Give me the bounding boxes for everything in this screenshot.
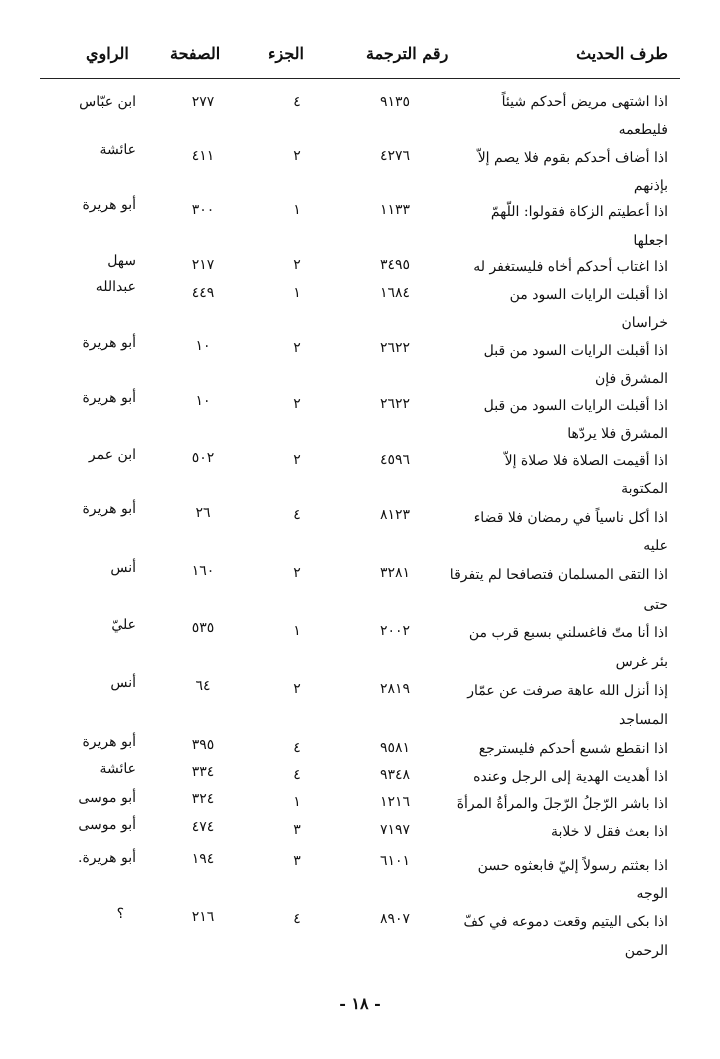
- row-volume: ٣: [293, 853, 301, 869]
- row-volume: ١: [293, 202, 301, 218]
- row-volume: ٤: [293, 911, 301, 927]
- row-page: ٢١٧: [191, 257, 215, 273]
- row-volume: ٢: [293, 565, 301, 581]
- row-title-continued: المكتوبة: [621, 481, 668, 497]
- row-number: ٤٢٧٦: [379, 148, 411, 164]
- row-volume: ٢: [293, 396, 301, 412]
- row-title-continued: الوجه: [636, 886, 668, 902]
- row-title: اذا انقطع شسع أحدكم فليسترجع: [478, 741, 668, 757]
- row-title: اذا أعطيتم الزكاة فقولوا: اللّهمّ: [490, 204, 668, 220]
- row-number: ٩١٣٥: [379, 94, 411, 110]
- row-volume: ٢: [293, 148, 301, 164]
- row-title: اذا أكل ناسياً في رمضان فلا قضاء: [473, 510, 668, 526]
- row-volume: ٤: [293, 507, 301, 523]
- row-title: اذا أهديت الهدية إلى الرجل وعنده: [473, 769, 668, 785]
- row-page: ٣٢٤: [191, 791, 215, 807]
- row-page: ٢١٦: [191, 909, 215, 925]
- row-title: اذا أقيمت الصلاة فلا صلاة إلاّ: [504, 453, 668, 469]
- row-page: ٣٠٠: [191, 202, 215, 218]
- row-page: ٤٧٤: [191, 819, 215, 835]
- header-narrator: الراوي: [86, 44, 129, 63]
- row-page: ٢٧٧: [191, 94, 215, 110]
- row-page: ٥٣٥: [191, 620, 215, 636]
- row-page: ١٠: [195, 393, 211, 409]
- row-number: ٧١٩٧: [379, 822, 411, 838]
- row-volume: ٢: [293, 681, 301, 697]
- row-narrator: أبو موسى: [78, 817, 136, 833]
- row-title: اذا بعثتم رسولاً إليّ فابعثوه حسن: [477, 858, 668, 874]
- row-narrator: عبدالله: [95, 279, 136, 295]
- row-volume: ٤: [293, 740, 301, 756]
- row-narrator: أبو موسى: [78, 790, 136, 806]
- row-title-continued: المشرق فلا يردّها: [567, 426, 668, 442]
- row-number: ٢٦٢٢: [379, 396, 411, 412]
- row-title-continued: خراسان: [621, 315, 668, 331]
- row-number: ٢٠٠٢: [379, 623, 411, 639]
- header-rule: [40, 78, 680, 79]
- row-title: اذا أقبلت الرايات السود من: [509, 287, 668, 303]
- row-number: ٨١٢٣: [379, 507, 411, 523]
- row-number: ٣٤٩٥: [379, 257, 411, 273]
- row-title: اذا بكى اليتيم وقعت دموعه في كفّ: [463, 914, 668, 930]
- row-number: ٨٩٠٧: [379, 911, 411, 927]
- row-narrator: ابن عبّاس: [79, 94, 136, 110]
- row-narrator: ؟: [116, 906, 124, 922]
- row-title: اذا أنا متّ فاغسلني بسبع قرب من: [468, 625, 668, 641]
- row-volume: ١: [293, 623, 301, 639]
- row-volume: ٢: [293, 257, 301, 273]
- row-title-continued: بئر غرس: [615, 654, 668, 670]
- row-page: ٦٤: [195, 678, 211, 694]
- row-page: ٥٠٢: [191, 450, 215, 466]
- row-title-continued: حتى: [643, 597, 668, 613]
- row-page: ٣٩٥: [191, 737, 215, 753]
- row-title: اذا التقى المسلمان فتصافحا لم يتفرقا: [449, 567, 668, 583]
- row-volume: ١: [293, 285, 301, 301]
- row-narrator: أبو هريرة: [82, 501, 136, 517]
- row-volume: ٣: [293, 822, 301, 838]
- row-page: ٤١١: [191, 148, 215, 164]
- row-title-continued: فليطعمه: [618, 122, 668, 138]
- row-title: اذا أقبلت الرايات السود من قبل: [483, 343, 668, 359]
- row-number: ٦١٠١: [379, 853, 411, 869]
- row-page: ١٩٤: [191, 851, 215, 867]
- row-page: ٤٤٩: [191, 285, 215, 301]
- row-title: اذا اغتاب أحدكم أخاه فليستغفر له: [473, 259, 668, 275]
- row-narrator: سهل: [107, 253, 136, 269]
- row-title-continued: اجعلها: [633, 233, 668, 249]
- row-title-continued: عليه: [643, 538, 668, 554]
- row-title: اذا اشتهى مريض أحدكم شيئاً: [501, 94, 668, 110]
- row-title: اذا أضاف أحدكم بقوم فلا يصم إلاّ: [477, 150, 668, 166]
- row-page: ٣٣٤: [191, 764, 215, 780]
- row-number: ٢٦٢٢: [379, 340, 411, 356]
- row-title: اذا باشر الرّجلُ الرّجلَ والمرأةُ المرأةَ: [456, 796, 668, 812]
- row-narrator: أبو هريرة: [82, 197, 136, 213]
- row-narrator: عائشة: [99, 142, 136, 158]
- row-title-continued: المشرق فإن: [594, 371, 668, 387]
- row-narrator: أنس: [110, 675, 136, 691]
- row-narrator: عائشة: [99, 761, 136, 777]
- row-number: ١٦٨٤: [379, 285, 411, 301]
- row-narrator: أبو هريرة.: [78, 850, 136, 866]
- row-number: ١١٣٣: [379, 202, 411, 218]
- row-title-continued: المساجد: [618, 712, 668, 728]
- row-page: ١٦٠: [191, 563, 215, 579]
- row-narrator: أنس: [110, 560, 136, 576]
- row-page: ١٠: [195, 338, 211, 354]
- row-volume: ١: [293, 794, 301, 810]
- row-narrator: أبو هريرة: [82, 734, 136, 750]
- row-title-continued: بإذنهم: [633, 178, 668, 194]
- header-page: الصفحة: [170, 44, 221, 63]
- row-narrator: عليّ: [111, 617, 136, 633]
- row-page: ٢٦: [195, 505, 211, 521]
- row-title: اذا بعث فقل لا خلابة: [551, 824, 668, 840]
- row-number: ٣٢٨١: [379, 565, 411, 581]
- row-volume: ٤: [293, 94, 301, 110]
- row-number: ٢٨١٩: [379, 681, 411, 697]
- row-number: ٩٥٨١: [379, 740, 411, 756]
- row-number: ٤٥٩٦: [379, 452, 411, 468]
- header-volume: الجزء: [268, 44, 304, 63]
- row-number: ٩٣٤٨: [379, 767, 411, 783]
- row-volume: ٢: [293, 452, 301, 468]
- row-narrator: أبو هريرة: [82, 335, 136, 351]
- header-title: طرف الحديث: [576, 44, 668, 63]
- row-title: اذا أقبلت الرايات السود من قبل: [483, 398, 668, 414]
- row-number: ١٢١٦: [379, 794, 411, 810]
- page-number: - ١٨ -: [339, 994, 381, 1013]
- header-number: رقم الترجمة: [366, 44, 449, 63]
- row-title-continued: الرحمن: [624, 943, 668, 959]
- row-narrator: ابن عمر: [88, 447, 136, 463]
- row-volume: ٤: [293, 767, 301, 783]
- row-title: إذا أنزل الله عاهة صرفت عن عمّار: [467, 683, 668, 699]
- row-narrator: أبو هريرة: [82, 390, 136, 406]
- row-volume: ٢: [293, 340, 301, 356]
